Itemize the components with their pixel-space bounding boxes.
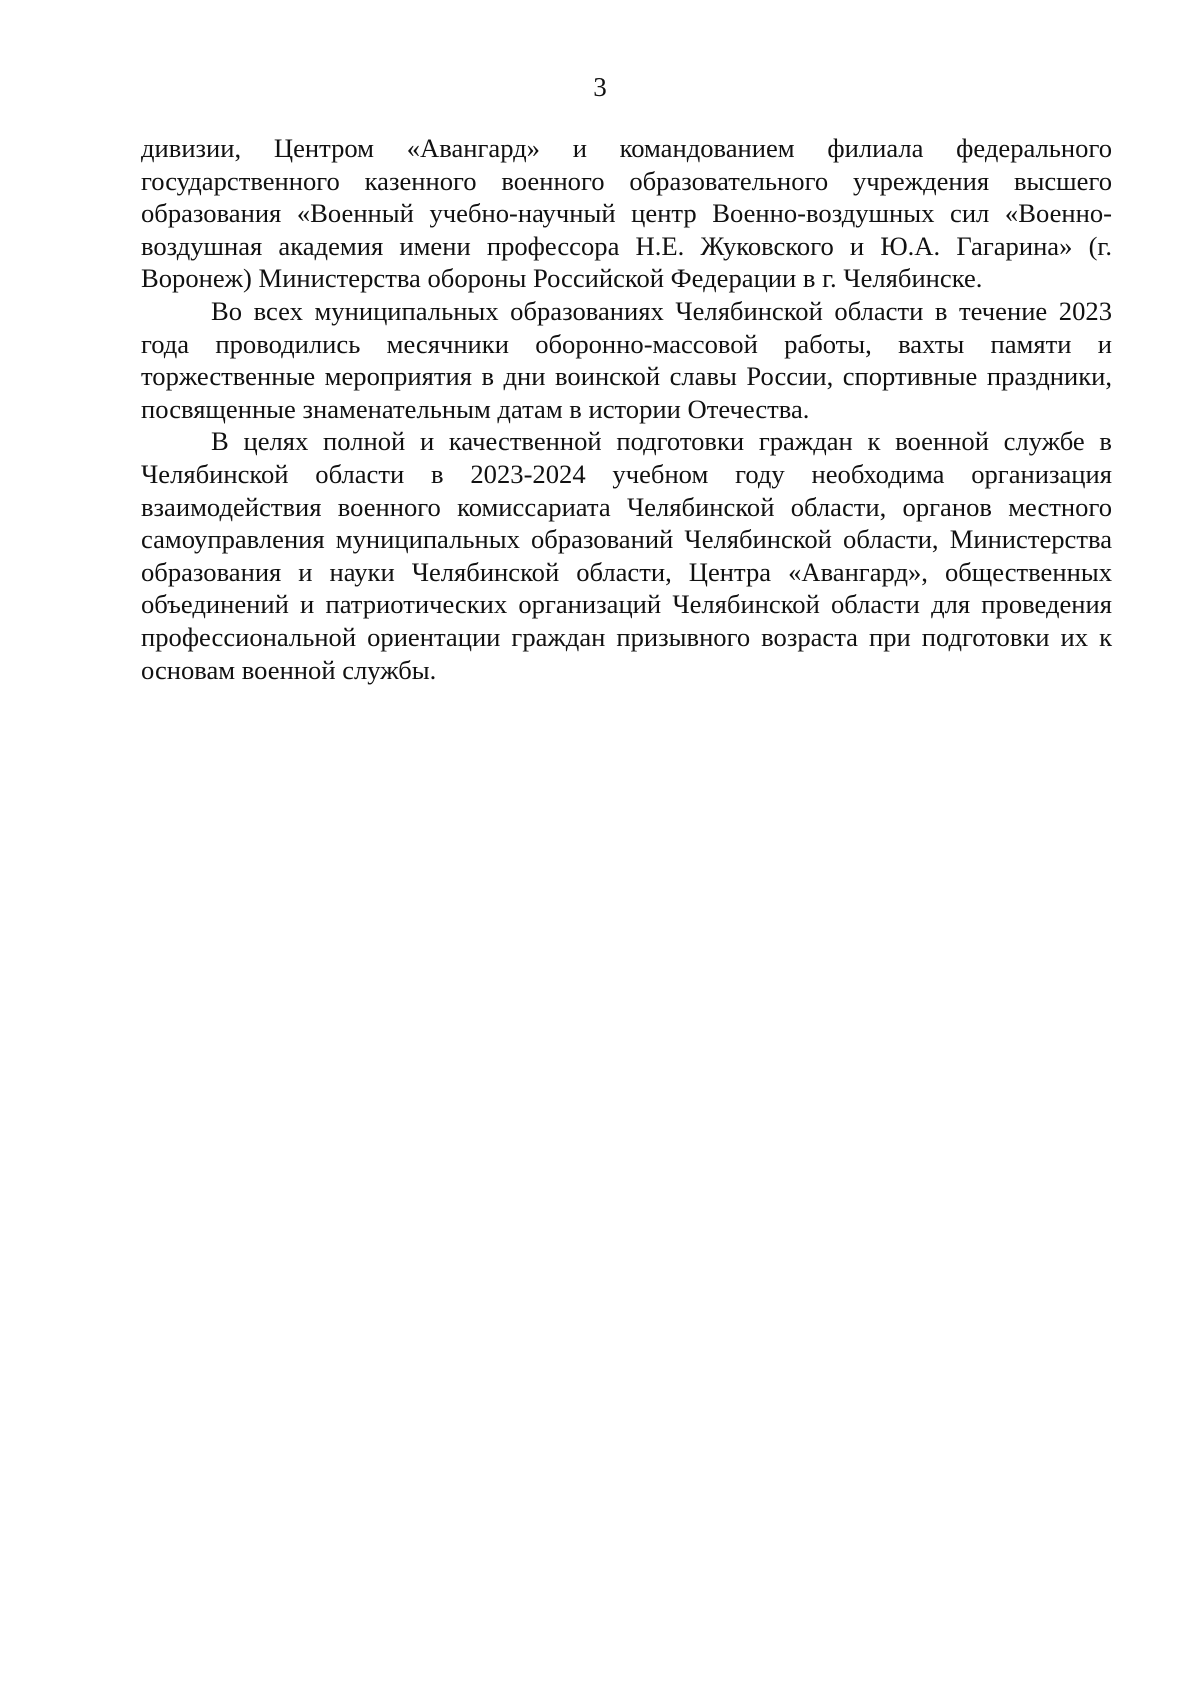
document-body xyxy=(141,132,1112,686)
paragraph-events: Во всех муниципальных образованиях Челябинской области в течение 2023 года проводились месячники оборонно-массовой работы, вахты памяти и торжественные мероприятия в дни воинской славы России, спортивные праздники, посвященные знаменательным датам в истории Отечества. xyxy=(141,295,1112,424)
paragraph-continuation: дивизии, Центром «Авангард» и командованием филиала федерального государственного казенного военного образовательного учреждения высшего образования «Военный учебно-научный центр Военно-воздушных сил «Военно-воздушная академия имени профессора Н.Е. Жуковского и Ю.А. Гагарина» (г. Воронеж) Министерства обороны Российской Федерации в г. Челябинске. xyxy=(141,133,1112,294)
paragraph-training: В целях полной и качественной подготовки граждан к военной службе в Челябинской области в 2023-2024 учебном году необходима организация взаимодействия военного комиссариата Челябинской области, органов местного самоуправления муниципальных образований Челябинской области, Министерства образования и науки Челябинской области, Центра «Авангард», общественных объединений и патриотических организаций Челябинской области для проведения профессиональной ориентации граждан призывного возраста при подготовки их к основам военной службы. xyxy=(141,426,1112,685)
page-number: 3 xyxy=(593,72,607,102)
